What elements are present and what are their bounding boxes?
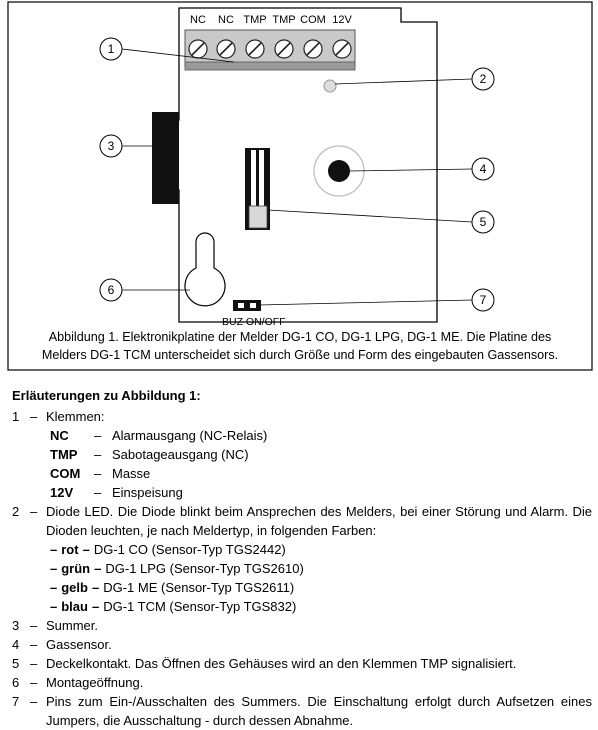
legend-item — [12, 502, 592, 540]
terminal-row — [50, 445, 592, 464]
color-dash: – — [91, 580, 100, 595]
callout-number: 6 — [107, 283, 115, 297]
color-bullet: – — [50, 580, 58, 595]
item-dash: – — [30, 504, 38, 519]
callout-number: 7 — [479, 293, 487, 307]
color-name: grün — [61, 561, 91, 576]
terminal-row — [50, 464, 592, 483]
terminal-desc: Sabotageausgang (NC) — [112, 447, 249, 462]
callout-number: 4 — [479, 162, 487, 176]
color-row — [50, 578, 592, 597]
mounting-hole — [185, 233, 225, 306]
legend-item — [12, 635, 592, 654]
figure-caption — [8, 328, 592, 364]
terminal-dash: – — [94, 447, 102, 462]
caption-line: Abbildung 1. Elektronikplatine der Melder DG-1 CO, DG-1 LPG, DG-1 ME. Die Platine des — [48, 330, 552, 344]
terminal-block — [185, 30, 355, 70]
terminal-dash: – — [94, 485, 102, 500]
terminal-label: TMP — [243, 14, 267, 26]
item-dash: – — [30, 694, 38, 709]
item-dash: – — [30, 409, 38, 424]
terminal-list — [50, 426, 592, 502]
color-desc: DG-1 TCM (Sensor-Typ TGS832) — [103, 599, 297, 614]
color-desc: DG-1 ME (Sensor-Typ TGS2611) — [103, 580, 295, 595]
legend-item — [12, 673, 592, 692]
terminal-dash: – — [94, 428, 102, 443]
color-bullet: – — [50, 561, 58, 576]
legend-item — [12, 407, 592, 426]
terminal-dash: – — [94, 466, 102, 481]
callout-number: 2 — [479, 72, 487, 86]
color-row — [50, 597, 592, 616]
terminal-desc: Masse — [112, 466, 151, 481]
buzzer-jumper — [233, 300, 261, 311]
terminal-key: 12V — [50, 485, 74, 500]
item-text: Gassensor. — [46, 637, 112, 652]
terminal-key: TMP — [50, 447, 78, 462]
terminal-key: COM — [50, 466, 81, 481]
tamper-contact — [245, 148, 270, 230]
color-dash: – — [91, 599, 100, 614]
buzzer — [152, 112, 179, 204]
color-bullet: – — [50, 542, 58, 557]
color-list — [12, 540, 592, 616]
item-text: Deckelkontakt. Das Öffnen des Gehäuses wird an den Klemmen TMP signalisiert. — [46, 656, 517, 671]
legend — [12, 386, 592, 730]
legend-item — [12, 692, 592, 730]
callout-number: 5 — [479, 215, 487, 229]
color-desc: DG-1 CO (Sensor-Typ TGS2442) — [93, 542, 286, 557]
terminal-key: NC — [50, 428, 69, 443]
legend-title: Erläuterungen zu Abbildung 1: — [12, 388, 201, 403]
color-name: rot — [61, 542, 79, 557]
item-number: 1 — [12, 409, 20, 424]
item-text: Diode LED. Die Diode blinkt beim Ansprechen des Melders, bei einer Störung und Alarm. Die Dioden leuchten, je nach Meldertyp, in folgenden Farben: — [46, 504, 592, 538]
item-number: 5 — [12, 656, 20, 671]
color-bullet: – — [50, 599, 58, 614]
item-text: Klemmen: — [46, 409, 105, 424]
item-dash: – — [30, 618, 38, 633]
callout-number: 3 — [107, 139, 115, 153]
item-dash: – — [30, 637, 38, 652]
item-text: Pins zum Ein-/Ausschalten des Summers. Die Einschaltung erfolgt durch Aufsetzen eines Jumpers, die Ausschaltung - durch dessen Abnahme. — [46, 694, 592, 728]
color-row — [50, 559, 592, 578]
color-name: blau — [61, 599, 88, 614]
color-desc: DG-1 LPG (Sensor-Typ TGS2610) — [105, 561, 304, 576]
item-number: 2 — [12, 504, 20, 519]
jumper-label: BUZ ON/OFF — [222, 316, 286, 328]
color-dash: – — [82, 542, 90, 557]
item-number: 4 — [12, 637, 20, 652]
caption-line: Melders DG-1 TCM unterscheidet sich durch Größe und Form des eingebauten Gassensors. — [41, 348, 559, 362]
terminal-row — [50, 426, 592, 445]
item-dash: – — [30, 656, 38, 671]
legend-item — [12, 654, 592, 673]
item-number: 6 — [12, 675, 20, 690]
item-number: 3 — [12, 618, 20, 633]
color-dash: – — [94, 561, 102, 576]
terminal-label: NC — [190, 14, 206, 26]
terminal-label: TMP — [272, 14, 296, 26]
terminal-label: 12V — [332, 14, 352, 26]
terminal-label: COM — [300, 14, 326, 26]
legend-item — [12, 616, 592, 635]
color-name: gelb — [61, 580, 88, 595]
item-text: Summer. — [46, 618, 99, 633]
terminal-desc: Einspeisung — [112, 485, 183, 500]
terminal-row — [50, 483, 592, 502]
item-dash: – — [30, 675, 38, 690]
terminal-label: NC — [218, 14, 234, 26]
item-text: Montageöffnung. — [46, 675, 144, 690]
color-row — [50, 540, 592, 559]
callout-number: 1 — [107, 42, 115, 56]
terminal-desc: Alarmausgang (NC-Relais) — [112, 428, 268, 443]
led-diode — [324, 80, 336, 92]
item-number: 7 — [12, 694, 20, 709]
